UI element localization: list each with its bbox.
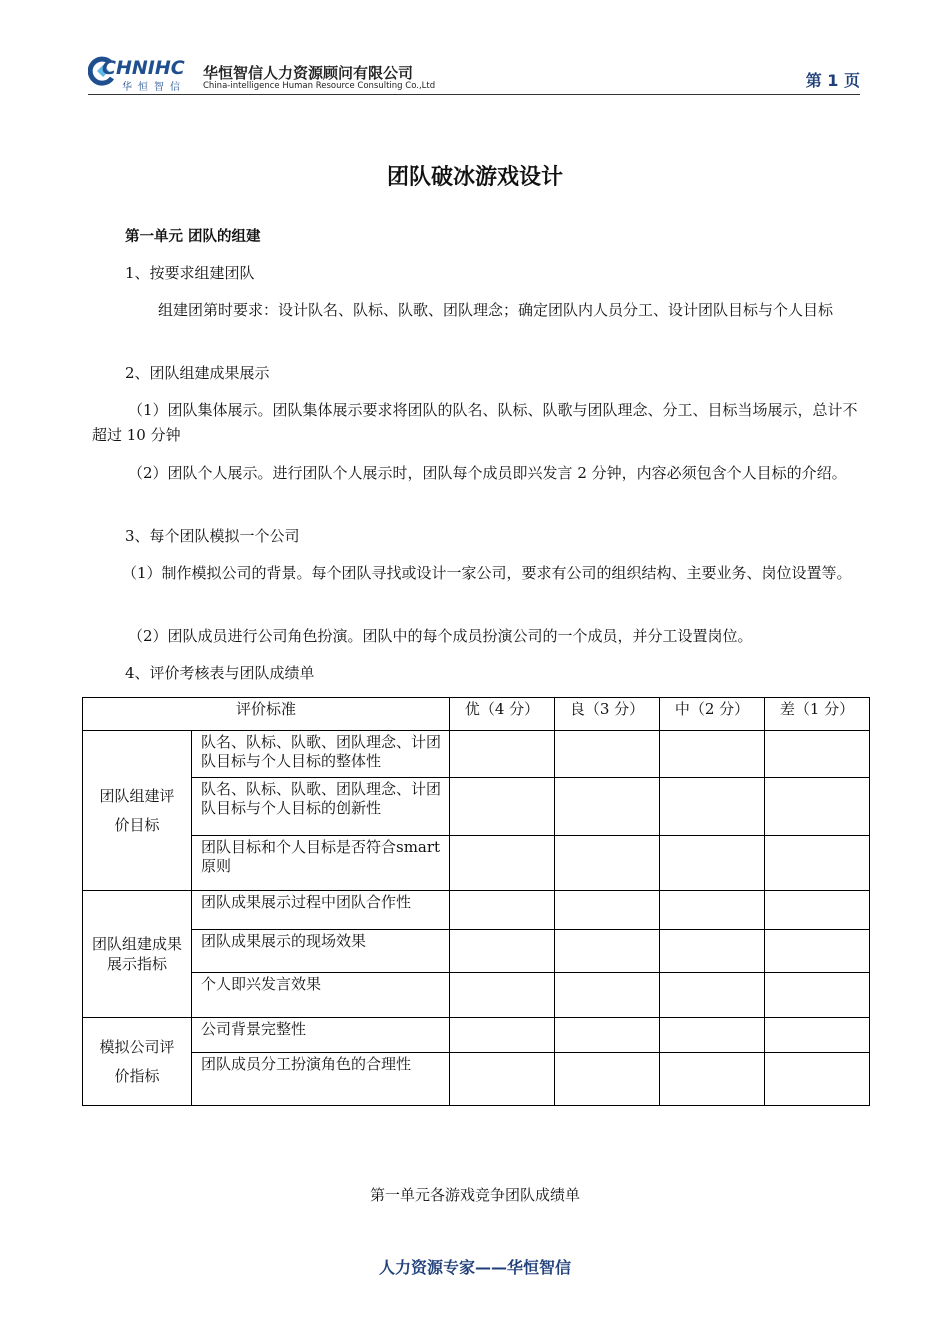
section-2-para-2: （2）团队个人展示。进行团队个人展示时，团队每个成员即兴发言 2 分钟，内容必须包含个人目标的介绍。	[128, 464, 847, 482]
header-poor: 差（1 分）	[765, 698, 870, 731]
page-footer: 人力资源专家——华恒智信	[378, 1258, 571, 1277]
criterion-cell: 团队成员分工扮演角色的合理性	[192, 1053, 450, 1106]
score-cell[interactable]	[450, 1018, 555, 1053]
section-2-title: 2、团队组建成果展示	[125, 364, 270, 382]
section-3-para-2: （2）团队成员进行公司角色扮演。团队中的每个成员扮演公司的一个成员，并分工设置岗位。	[128, 627, 753, 645]
criterion-cell: 队名、队标、队歌、团队理念、计团队目标与个人目标的整体性	[192, 731, 450, 778]
score-cell[interactable]	[555, 973, 660, 1018]
header-good: 良（3 分）	[555, 698, 660, 731]
section-3-para-1: （1）制作模拟公司的背景。每个团队寻找或设计一家公司，要求有公司的组织结构、主要业务、岗位设置等。	[122, 564, 852, 582]
score-cell[interactable]	[555, 891, 660, 930]
group-label-2: 团队组建成果展示指标	[83, 891, 192, 1018]
score-cell[interactable]	[660, 891, 765, 930]
table-row	[83, 1018, 870, 1053]
score-cell[interactable]	[765, 731, 870, 778]
criterion-cell: 队名、队标、队歌、团队理念、计团队目标与个人目标的创新性	[192, 778, 450, 836]
score-cell[interactable]	[765, 891, 870, 930]
scoresheet-caption: 第一单元各游戏竞争团队成绩单	[369, 1186, 580, 1204]
table-row	[83, 836, 870, 891]
header-criteria: 评价标准	[83, 698, 450, 731]
section-1-title: 1、按要求组建团队	[125, 264, 255, 282]
score-cell[interactable]	[555, 1053, 660, 1106]
score-cell[interactable]	[450, 930, 555, 973]
company-name-en: China-intelligence Human Resource Consulting Co.,Ltd	[203, 81, 436, 91]
score-cell[interactable]	[765, 778, 870, 836]
score-cell[interactable]	[660, 1018, 765, 1053]
group-label-3: 模拟公司评价指标	[83, 1018, 192, 1106]
table-row	[83, 1053, 870, 1106]
score-cell[interactable]	[450, 731, 555, 778]
company-name-cn: 华恒智信人力资源顾问有限公司	[203, 64, 414, 82]
score-cell[interactable]	[765, 836, 870, 891]
table-row	[83, 973, 870, 1018]
score-cell[interactable]	[555, 778, 660, 836]
score-cell[interactable]	[660, 973, 765, 1018]
score-cell[interactable]	[660, 731, 765, 778]
criterion-cell: 个人即兴发言效果	[192, 973, 450, 1018]
table-row	[83, 891, 870, 930]
score-cell[interactable]	[660, 930, 765, 973]
section-2-para-1: （1）团队集体展示。团队集体展示要求将团队的队名、队标、队歌与团队理念、分工、目标当场展示，总计不超过 10 分钟	[92, 401, 858, 444]
page-header	[88, 54, 860, 95]
section-3-title: 3、每个团队模拟一个公司	[125, 527, 300, 545]
table-header-row	[83, 698, 870, 731]
score-cell[interactable]	[765, 973, 870, 1018]
score-cell[interactable]	[450, 1053, 555, 1106]
page-number: 第 1 页	[805, 71, 860, 90]
score-cell[interactable]	[450, 891, 555, 930]
criterion-cell: 公司背景完整性	[192, 1018, 450, 1053]
criterion-cell: 团队目标和个人目标是否符合smart 原则	[192, 836, 450, 891]
unit-heading: 第一单元 团队的组建	[125, 229, 261, 245]
score-cell[interactable]	[450, 973, 555, 1018]
score-cell[interactable]	[765, 930, 870, 973]
score-cell[interactable]	[660, 1053, 765, 1106]
evaluation-table	[82, 697, 870, 1106]
score-cell[interactable]	[555, 930, 660, 973]
group-label-1: 团队组建评价目标	[83, 731, 192, 891]
section-4-title: 4、评价考核表与团队成绩单	[125, 664, 315, 682]
logo-text-cn: 华恒智信	[122, 82, 186, 93]
score-cell[interactable]	[555, 731, 660, 778]
score-cell[interactable]	[765, 1018, 870, 1053]
criterion-cell: 团队成果展示过程中团队合作性	[192, 891, 450, 930]
score-cell[interactable]	[450, 836, 555, 891]
table-row	[83, 778, 870, 836]
header-medium: 中（2 分）	[660, 698, 765, 731]
score-cell[interactable]	[660, 778, 765, 836]
section-1-text: 组建团第时要求：设计队名、队标、队歌、团队理念；确定团队内人员分工、设计团队目标与个人目标	[158, 301, 834, 319]
score-cell[interactable]	[450, 778, 555, 836]
score-cell[interactable]	[555, 836, 660, 891]
table-row	[83, 930, 870, 973]
table-row	[83, 731, 870, 778]
document-title: 团队破冰游戏设计	[386, 165, 563, 190]
header-excellent: 优（4 分）	[450, 698, 555, 731]
logo-text-en: CHNIHC	[102, 57, 185, 79]
score-cell[interactable]	[555, 1018, 660, 1053]
company-logo	[88, 54, 198, 92]
score-cell[interactable]	[765, 1053, 870, 1106]
score-cell[interactable]	[660, 836, 765, 891]
criterion-cell: 团队成果展示的现场效果	[192, 930, 450, 973]
